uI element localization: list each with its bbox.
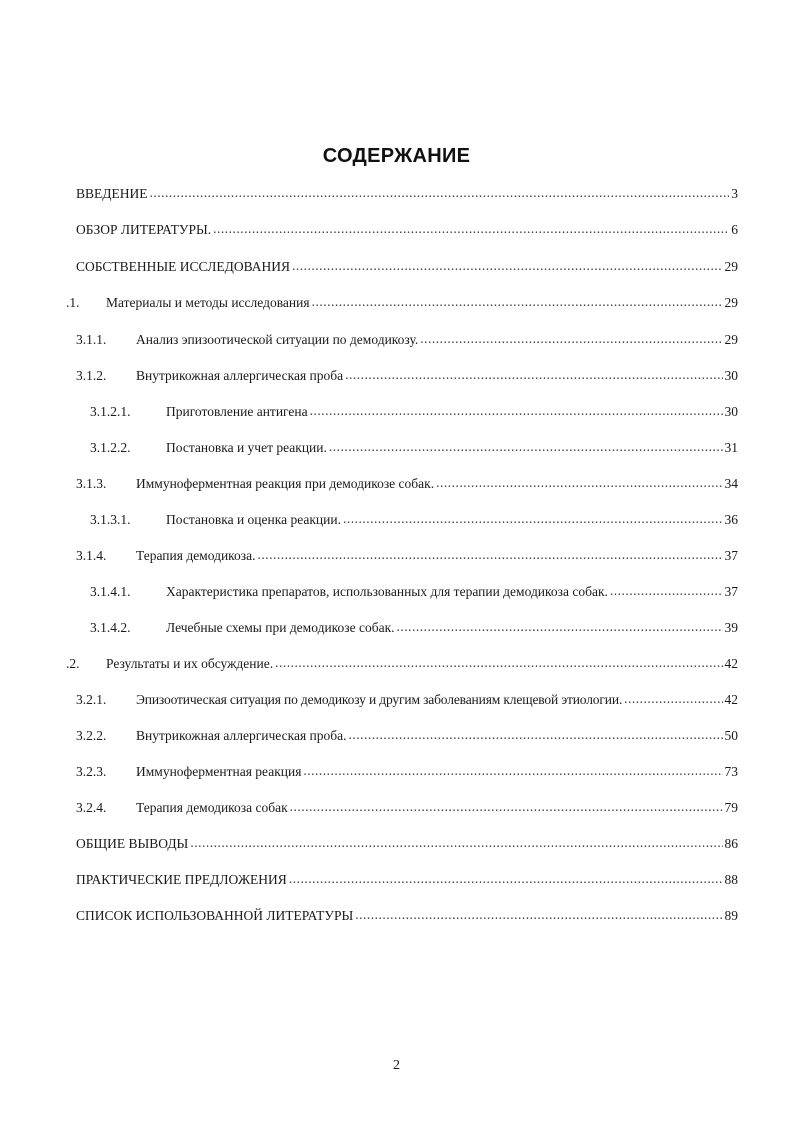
- toc-leader: [290, 796, 723, 818]
- toc-entry-number: 3.1.3.1.: [90, 512, 131, 527]
- toc-entry-title: СПИСОК ИСПОЛЬЗОВАННОЙ ЛИТЕРАТУРЫ: [76, 908, 354, 923]
- toc-leader: [345, 364, 722, 386]
- toc-entry-title: Характеристика препаратов, использованных для терапии демодикоза собак.: [166, 584, 608, 599]
- toc-entry-page: 6: [731, 222, 738, 237]
- toc-entry-page: 79: [724, 800, 738, 815]
- toc-entry-number: 3.1.4.2.: [90, 620, 131, 635]
- toc-entry-title: Постановка и оценка реакции.: [166, 512, 341, 527]
- toc-leader: [312, 291, 723, 313]
- toc-leader: [436, 472, 722, 494]
- toc-entry-title: Внутрикожная аллергическая проба: [136, 368, 344, 383]
- toc-entry-page: 31: [724, 440, 738, 455]
- toc-entry-page: 30: [724, 404, 738, 419]
- toc-entry[interactable]: [0, 725, 793, 747]
- toc-entry-title: ПРАКТИЧЕСКИЕ ПРЕДЛОЖЕНИЯ: [76, 872, 287, 887]
- toc-entry-page: 30: [724, 368, 738, 383]
- toc-leader: [397, 616, 723, 638]
- toc-entry-page: 88: [724, 872, 738, 887]
- toc-entry-page: 37: [724, 548, 738, 563]
- toc-entry-number: 3.2.1.: [76, 692, 107, 707]
- toc-entry-page: 39: [724, 620, 738, 635]
- toc-entry[interactable]: [0, 653, 793, 675]
- toc-entry[interactable]: [0, 473, 793, 495]
- toc-entry-number: 3.1.3.: [76, 476, 107, 491]
- toc-leader: [258, 544, 723, 566]
- toc-entry[interactable]: [0, 509, 793, 531]
- toc-entry-page: 37: [724, 584, 738, 599]
- toc-entry-title: Приготовление антигена: [166, 404, 308, 419]
- toc-entry[interactable]: [0, 689, 793, 711]
- toc-entry-title: Лечебные схемы при демодикозе собак.: [166, 620, 395, 635]
- toc-entry[interactable]: [0, 545, 793, 567]
- toc-entry[interactable]: [0, 797, 793, 819]
- toc-entry[interactable]: [0, 581, 793, 603]
- toc-entry-page: 42: [724, 656, 738, 671]
- toc-entry-number: 3.2.4.: [76, 800, 107, 815]
- toc-leader: [329, 436, 723, 458]
- toc-entry-title: Постановка и учет реакции.: [166, 440, 327, 455]
- toc-entry-page: 86: [724, 836, 738, 851]
- toc-leader: [292, 255, 723, 277]
- toc-entry-number: 3.1.2.2.: [90, 440, 131, 455]
- toc-entry-number: .1.: [66, 295, 80, 310]
- toc-leader: [343, 508, 723, 530]
- toc-entry-page: 34: [724, 476, 738, 491]
- toc-entry[interactable]: [0, 292, 793, 314]
- toc-entry-number: 3.2.3.: [76, 764, 107, 779]
- toc-leader: [349, 724, 723, 746]
- toc-entry[interactable]: [0, 617, 793, 639]
- toc-leader: [420, 328, 722, 350]
- toc-entry[interactable]: [0, 256, 793, 278]
- toc-entry-page: 29: [724, 259, 738, 274]
- toc-entry-page: 29: [724, 295, 738, 310]
- toc-leader: [310, 400, 723, 422]
- toc-leader: [190, 832, 722, 854]
- toc-entry-number: 3.1.4.1.: [90, 584, 131, 599]
- toc-entry-page: 73: [724, 764, 738, 779]
- toc-entry[interactable]: [0, 437, 793, 459]
- toc-entry-number: 3.1.1.: [76, 332, 107, 347]
- toc-entry-title: Материалы и методы исследования: [106, 295, 310, 310]
- toc-entry-page: 36: [724, 512, 738, 527]
- toc-entry-number: .2.: [66, 656, 80, 671]
- toc-entry-number: 3.1.2.: [76, 368, 107, 383]
- toc-entry-page: 50: [724, 728, 738, 743]
- toc-entry[interactable]: [0, 905, 793, 927]
- toc-entry-title: ВВЕДЕНИЕ: [76, 186, 148, 201]
- toc-entry-title: Терапия демодикоза.: [136, 548, 256, 563]
- toc-entry[interactable]: [0, 401, 793, 423]
- toc-leader: [275, 652, 722, 674]
- toc-leader: [303, 760, 722, 782]
- toc-entry-number: 3.1.4.: [76, 548, 107, 563]
- toc-entry[interactable]: [0, 329, 793, 351]
- toc-entry-title: СОБСТВЕННЫЕ ИССЛЕДОВАНИЯ: [76, 259, 290, 274]
- toc-entry[interactable]: [0, 833, 793, 855]
- toc-entry-title: Иммуноферментная реакция при демодикозе собак.: [136, 476, 435, 491]
- toc-entry-number: 3.2.2.: [76, 728, 107, 743]
- toc-entry[interactable]: [0, 869, 793, 891]
- toc-entry-title: Внутрикожная аллергическая проба.: [136, 728, 347, 743]
- toc-leader: [355, 904, 722, 926]
- toc-leader: [289, 868, 723, 890]
- toc-entry-title: ОБЗОР ЛИТЕРАТУРЫ.: [76, 222, 212, 237]
- toc-entry[interactable]: [0, 219, 793, 241]
- toc-entry-title: Анализ эпизоотической ситуации по демодикозу.: [136, 332, 419, 347]
- toc-entry-page: 3: [731, 186, 738, 201]
- toc-entry[interactable]: [0, 365, 793, 387]
- toc-entry-page: 89: [724, 908, 738, 923]
- toc-leader: [624, 688, 722, 710]
- toc-entry-number: 3.1.2.1.: [90, 404, 131, 419]
- toc-leader: [610, 580, 723, 602]
- toc-entry[interactable]: [0, 761, 793, 783]
- toc-entry-title: Терапия демодикоза собак: [136, 800, 288, 815]
- toc-leader: [149, 182, 729, 204]
- toc-entry-title: ОБЩИЕ ВЫВОДЫ: [76, 836, 189, 851]
- toc-entry-page: 42: [724, 692, 738, 707]
- toc-entry-title: Эпизоотическая ситуация по демодикозу и другим заболеваниям клещевой этиологии.: [136, 692, 623, 707]
- toc-entry-title: Иммуноферментная реакция: [136, 764, 302, 779]
- toc-leader: [213, 218, 729, 240]
- toc-entry-page: 29: [724, 332, 738, 347]
- page-title: СОДЕРЖАНИЕ: [322, 145, 471, 167]
- toc-entry-title: Результаты и их обсуждение.: [106, 656, 274, 671]
- page-number: 2: [393, 1058, 400, 1073]
- toc-entry[interactable]: [0, 183, 793, 205]
